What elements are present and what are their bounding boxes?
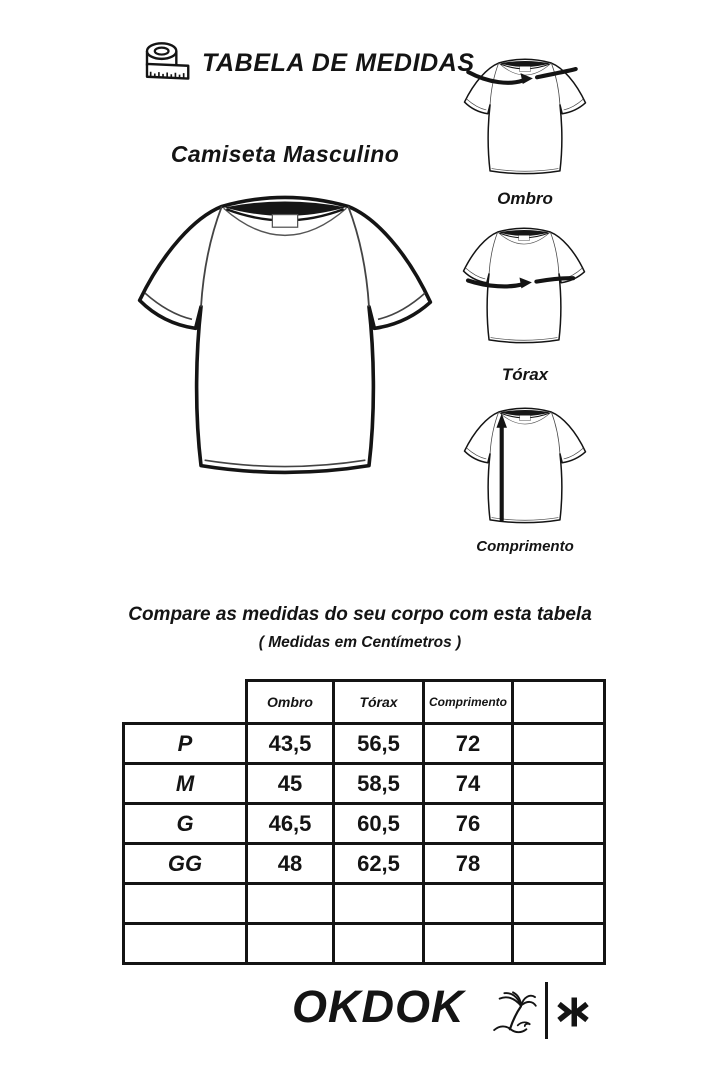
tshirt-diagram (136, 192, 434, 495)
palm-tree-icon (488, 990, 538, 1039)
guide-comprimento-label: Comprimento (476, 538, 574, 555)
guide-ombro-diagram (463, 57, 587, 181)
table-row-empty (124, 884, 605, 924)
torax-value (334, 924, 424, 964)
size-cell: P (124, 724, 247, 764)
header-torax: Tórax (334, 681, 424, 724)
size-cell (124, 884, 247, 924)
brand-wordmark: OKDOK (292, 981, 465, 1032)
page-title: TABELA DE MEDIDAS (202, 49, 475, 77)
ombro-value: 43,5 (247, 724, 334, 764)
torax-value: 62,5 (334, 844, 424, 884)
k-monogram-icon (556, 997, 590, 1032)
table-row-gg (124, 844, 605, 884)
table-row-m (124, 764, 605, 804)
ombro-value (247, 884, 334, 924)
ombro-value (247, 924, 334, 964)
comprimento-value: 76 (424, 804, 513, 844)
compare-instruction: Compare as medidas do seu corpo com esta tabela (128, 604, 592, 625)
comprimento-value (424, 924, 513, 964)
product-title: Camiseta Masculino (170, 141, 400, 167)
guide-torax-label: Tórax (501, 365, 549, 384)
logo-divider (545, 982, 548, 1039)
ombro-value: 48 (247, 844, 334, 884)
guide-torax-diagram (462, 226, 586, 350)
torax-value (334, 884, 424, 924)
extra-cell (513, 764, 605, 804)
extra-cell (513, 804, 605, 844)
header-corner-cell (124, 681, 247, 724)
header-comprimento: Comprimento (424, 681, 513, 724)
size-cell (124, 924, 247, 964)
comprimento-value: 78 (424, 844, 513, 884)
size-table-header-row (124, 681, 605, 724)
size-cell: G (124, 804, 247, 844)
extra-cell (513, 884, 605, 924)
size-table (122, 679, 606, 965)
comprimento-value: 74 (424, 764, 513, 804)
size-cell: M (124, 764, 247, 804)
header-extra (513, 681, 605, 724)
size-cell: GG (124, 844, 247, 884)
unit-note: ( Medidas em Centímetros ) (258, 634, 462, 651)
comprimento-value: 72 (424, 724, 513, 764)
ombro-value: 45 (247, 764, 334, 804)
extra-cell (513, 924, 605, 964)
torax-value: 58,5 (334, 764, 424, 804)
ombro-value: 46,5 (247, 804, 334, 844)
header-ombro: Ombro (247, 681, 334, 724)
torax-value: 60,5 (334, 804, 424, 844)
table-row-p (124, 724, 605, 764)
extra-cell (513, 844, 605, 884)
measuring-tape-icon (136, 39, 191, 92)
guide-ombro-label: Ombro (497, 189, 553, 208)
guide-comprimento-diagram (463, 406, 587, 530)
table-row-empty (124, 924, 605, 964)
table-row-g (124, 804, 605, 844)
torax-value: 56,5 (334, 724, 424, 764)
comprimento-value (424, 884, 513, 924)
extra-cell (513, 724, 605, 764)
